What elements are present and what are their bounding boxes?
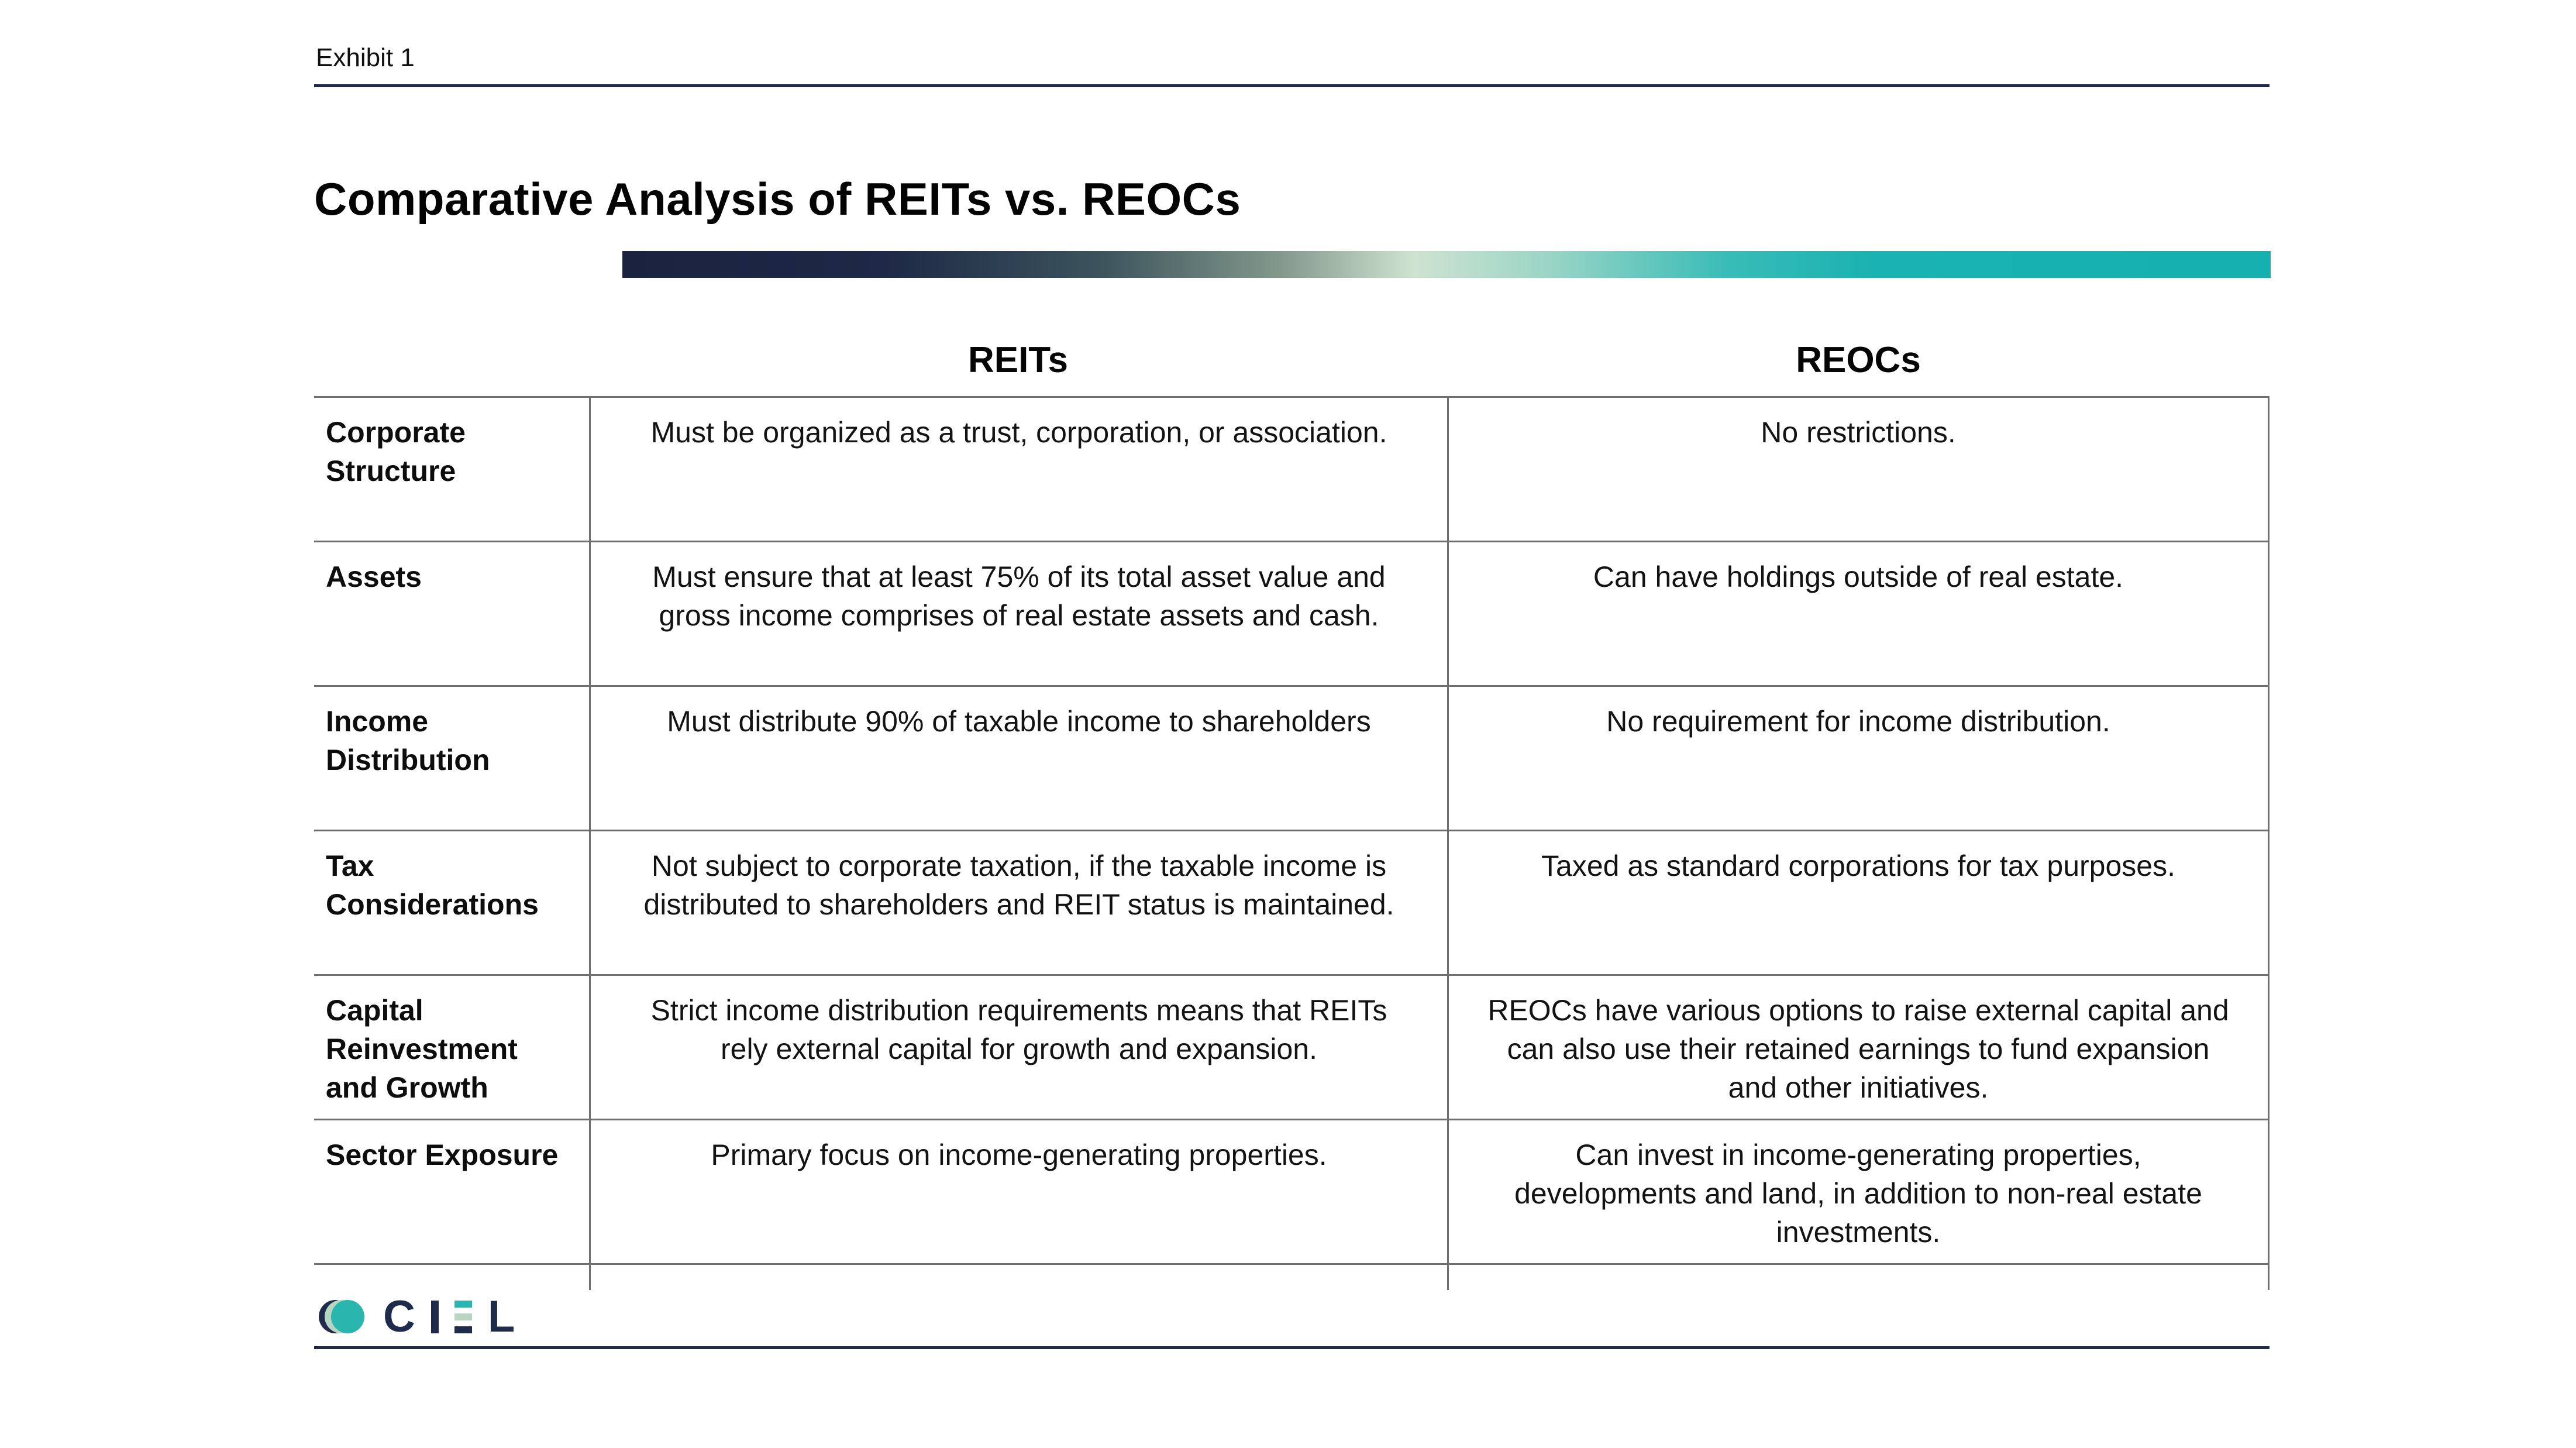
reits-cell-income-distribution: Must distribute 90% of taxable income to shareholders [589,685,1447,830]
reocs-cell-corporate-structure: No restrictions. [1447,396,2270,541]
reits-cell-tax-considerations: Not subject to corporate taxation, if the taxable income is distributed to shareholders and REIT status is maintained. [589,830,1447,974]
logo-disc-teal [331,1300,364,1333]
row-label-assets: Assets [314,541,589,685]
reocs-cell-tax-considerations: Taxed as standard corporations for tax purposes. [1447,830,2270,974]
ciel-logo-letters [383,1292,515,1342]
reocs-cell-capital-reinvestment: REOCs have various options to raise external capital and can also use their retained earnings to fund expansion and other initiatives. [1447,974,2270,1119]
column-header-reits: REITs [967,340,1069,380]
reits-cell-assets: Must ensure that at least 75% of its total asset value and gross income comprises of real estate assets and cash. [589,541,1447,685]
logo-letter-i [431,1301,439,1333]
page-title: Comparative Analysis of REITs vs. REOCs [314,173,1241,225]
row-label-corporate-structure: Corporate Structure [314,396,589,541]
logo-letter-c: C [383,1292,415,1342]
reocs-cell-assets: Can have holdings outside of real estate. [1447,541,2270,685]
logo-letter-l: L [487,1292,515,1342]
row-label-capital-reinvestment: Capital Reinvestment and Growth [314,974,589,1119]
comparison-table [314,396,2270,1265]
logo-letter-e [454,1301,472,1333]
column-header-reocs: REOCs [1796,340,1921,380]
table-border-stub [589,1263,591,1290]
exhibit-top-rule [314,84,2270,87]
ciel-logo [319,1292,515,1342]
accent-gradient-bar [622,251,2271,278]
reits-cell-sector-exposure: Primary focus on income-generating properties. [589,1119,1447,1263]
footer-rule [314,1346,2270,1349]
exhibit-label: Exhibit 1 [316,43,415,72]
row-label-income-distribution: Income Distribution [314,685,589,830]
reocs-cell-income-distribution: No requirement for income distribution. [1447,685,2270,830]
table-border-stub [2268,1263,2270,1290]
ciel-logo-mark-icon [319,1299,366,1335]
reits-cell-corporate-structure: Must be organized as a trust, corporation, or association. [589,396,1447,541]
row-label-tax-considerations: Tax Considerations [314,830,589,974]
table-border-stub [1447,1263,1449,1290]
row-label-sector-exposure: Sector Exposure [314,1119,589,1263]
reits-cell-capital-reinvestment: Strict income distribution requirements means that REITs rely external capital for growth and expansion. [589,974,1447,1119]
reocs-cell-sector-exposure: Can invest in income-generating properties, developments and land, in addition to non-real estate investments. [1447,1119,2270,1263]
